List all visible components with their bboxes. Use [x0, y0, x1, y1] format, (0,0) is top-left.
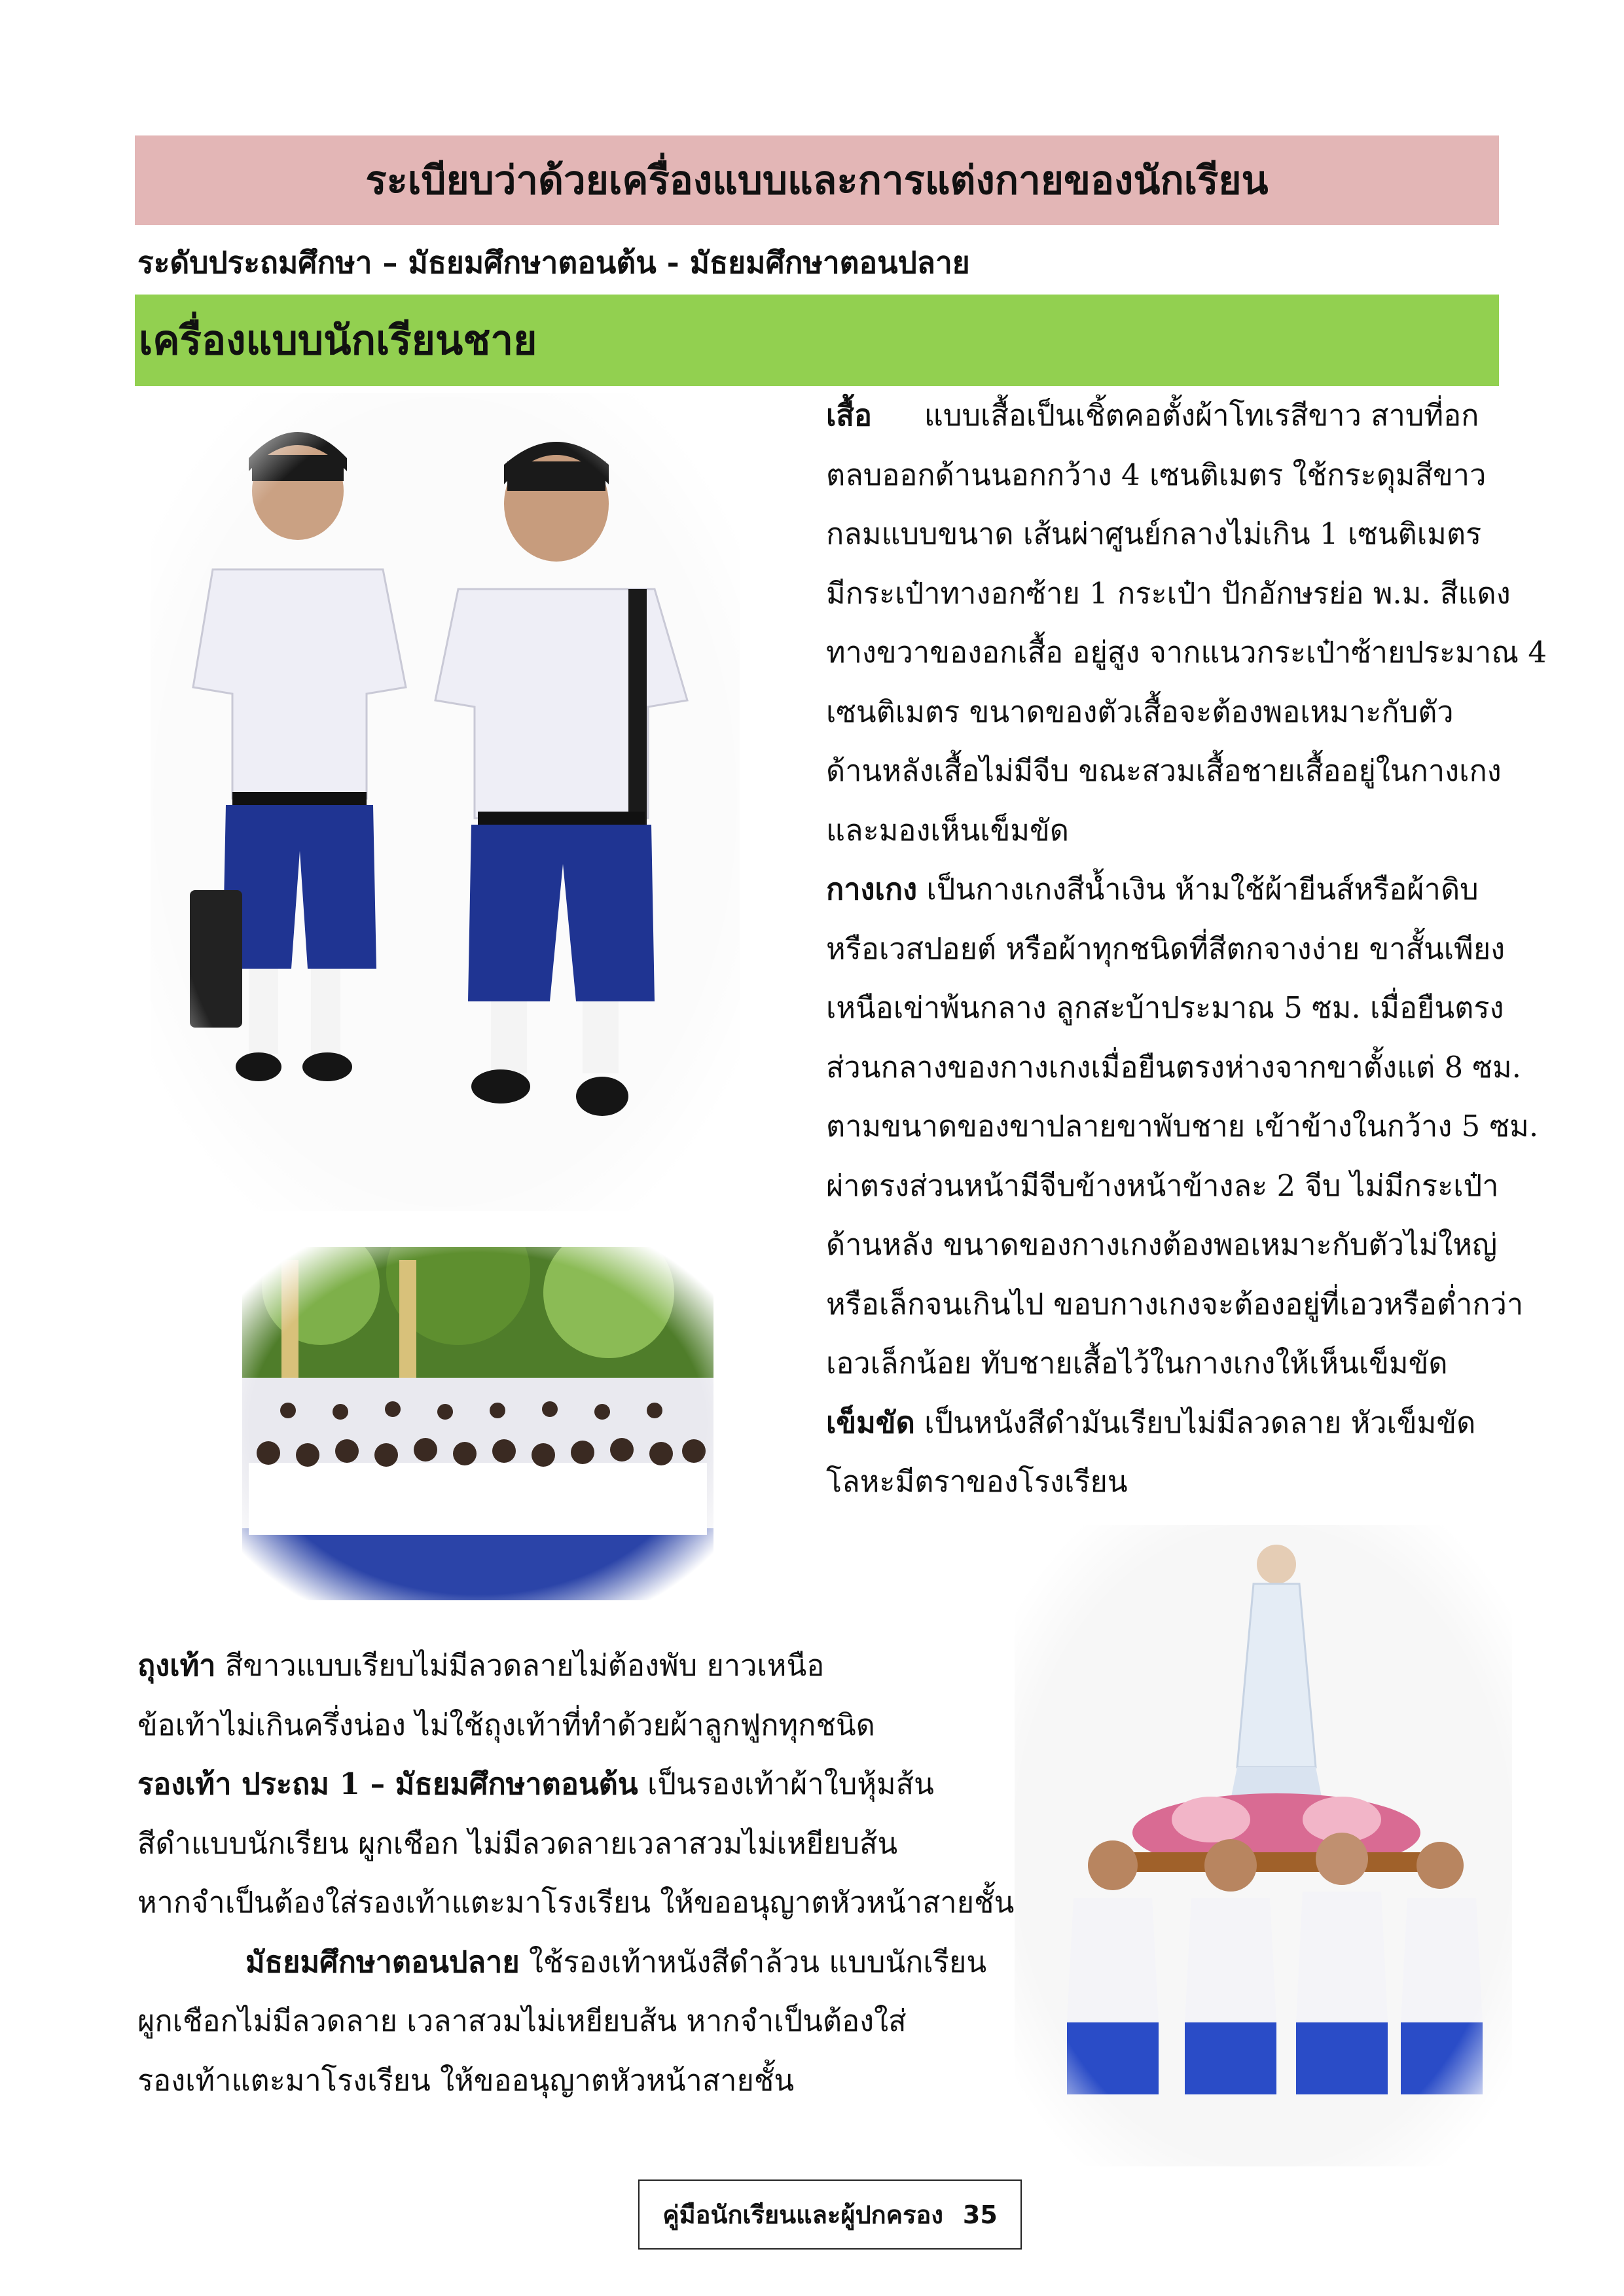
socks-label: ถุงเท้า [137, 1648, 216, 1683]
shirt-line: และมองเห็นเข็มขัด [826, 812, 1070, 848]
shirt-line: เซนติเมตร ขนาดของตัวเสื้อจะต้องพอเหมาะกับตัว [826, 694, 1454, 729]
boys-uniform-description [826, 386, 1547, 1512]
socks-line-1 [137, 1636, 1014, 1696]
upper-shoes-line: ผูกเชือกไม่มีลวดลาย เวลาสวมไม่เหยียบส้น หากจำเป็นต้องใส่ [137, 2003, 907, 2038]
footer-label: คู่มือนักเรียนและผู้ปกครอง [662, 2200, 943, 2229]
pants-line: เอวเล็กน้อย ทับชายเสื้อไว้ในกางเกงให้เห็นเข็มขัด [826, 1346, 1448, 1380]
shirt-line: ทางขวาของอกเสื้อ อยู่สูง จากแนวกระเป๋าซ้ายประมาณ 4 [826, 635, 1547, 670]
pants-text: เป็นกางเกงสีน้ำเงิน ห้ามใช้ผ้ายีนส์หรือผ้าดิบ [917, 872, 1479, 906]
shirt-label: เสื้อ [826, 398, 872, 433]
upper-shoes-line-1 [137, 1933, 1014, 1992]
shirt-line: กลมแบบขนาด เส้นผ่าศูนย์กลางไม่เกิน 1 เซนติเมตร [826, 516, 1482, 551]
shirt-line: มีกระเป๋าทางอกซ้าย 1 กระเป๋า ปักอักษรย่อ พ.ม. สีแดง [826, 575, 1511, 611]
belt-line-1 [826, 1393, 1547, 1453]
pants-label: กางเกง [826, 872, 918, 906]
page-footer [638, 2179, 1022, 2250]
socks-line: ข้อเท้าไม่เกินครึ่งน่อง ไม่ใช้ถุงเท้าที่ทำด้วยผ้าลูกฟูกทุกชนิด [137, 1707, 875, 1742]
pants-line: ผ่าตรงส่วนหน้ามีจีบข้างหน้าข้างละ 2 จีบ ไม่มีกระเป๋า [826, 1168, 1499, 1203]
pants-line-1 [826, 860, 1547, 920]
pants-line: เหนือเข่าพ้นกลาง ลูกสะบ้าประมาณ 5 ซม. เมื่อยืนตรง [826, 990, 1504, 1025]
upper-shoes-label: มัธยมศึกษาตอนปลาย [245, 1944, 520, 1979]
level-subtitle: ระดับประถมศึกษา – มัธยมศึกษาตอนต้น - มัธยมศึกษาตอนปลาย [137, 245, 970, 280]
pants-line: หรือเล็กจนเกินไป ขอบกางเกงจะต้องอยู่ที่เอวหรือต่ำกว่า [826, 1286, 1524, 1321]
shirt-text: แบบเสื้อเป็นเชิ้ตคอตั้งผ้าโทเรสีขาว สาบที่อก [924, 398, 1479, 433]
shoes-text: เป็นรองเท้าผ้าใบหุ้มส้น [638, 1767, 934, 1801]
shirt-line-1 [826, 386, 1547, 446]
page-number: 35 [962, 2200, 998, 2229]
shirt-line: ด้านหลังเสื้อไม่มีจีบ ขณะสวมเสื้อชายเสื้ออยู่ในกางเกง [826, 753, 1502, 788]
shirt-line: ตลบออกด้านนอกกว้าง 4 เซนติเมตร ใช้กระดุมสีขาว [826, 457, 1487, 492]
socks-shoes-description [137, 1636, 1014, 2110]
section-heading-boys-uniform: เครื่องแบบนักเรียนชาย [135, 295, 1499, 386]
belt-line: โลหะมีตราของโรงเรียน [826, 1464, 1128, 1499]
boys-uniform-photo [151, 393, 740, 1211]
shoes-line: หากจำเป็นต้องใส่รองเท้าแตะมาโรงเรียน ให้ขออนุญาตหัวหน้าสายชั้น [137, 1885, 1015, 1920]
belt-label: เข็มขัด [826, 1405, 915, 1440]
pants-line: ด้านหลัง ขนาดของกางเกงต้องพอเหมาะกับตัวไม่ใหญ่ [826, 1227, 1498, 1262]
belt-text: เป็นหนังสีดำมันเรียบไม่มีลวดลาย หัวเข็มขัด [914, 1405, 1476, 1440]
pants-line: หรือเวสปอยต์ หรือผ้าทุกชนิดที่สีตกจางง่าย ขาสั้นเพียง [826, 931, 1506, 966]
page-title: ระเบียบว่าด้วยเครื่องแบบและการแต่งกายของนักเรียน [135, 135, 1499, 225]
procession-photo [1015, 1525, 1512, 2166]
pants-line: ส่วนกลางของกางเกงเมื่อยืนตรงห่างจากขาตั้งแต่ 8 ซม. [826, 1049, 1521, 1085]
socks-text: สีขาวแบบเรียบไม่มีลวดลายไม่ต้องพับ ยาวเหนือ [215, 1648, 825, 1683]
shoes-line-1 [137, 1755, 1014, 1814]
upper-shoes-text: ใช้รองเท้าหนังสีดำล้วน แบบนักเรียน [519, 1944, 987, 1979]
shoes-line: สีดำแบบนักเรียน ผูกเชือก ไม่มีลวดลายเวลาสวมไม่เหยียบส้น [137, 1825, 898, 1861]
shoes-label: รองเท้า ประถม 1 – มัธยมศึกษาตอนต้น [137, 1767, 638, 1801]
student-assembly-photo [242, 1247, 713, 1600]
pants-line: ตามขนาดของขาปลายขาพับชาย เข้าข้างในกว้าง 5 ซม. [826, 1109, 1539, 1143]
upper-shoes-line: รองเท้าแตะมาโรงเรียน ให้ขออนุญาตหัวหน้าสายชั้น [137, 2062, 795, 2098]
